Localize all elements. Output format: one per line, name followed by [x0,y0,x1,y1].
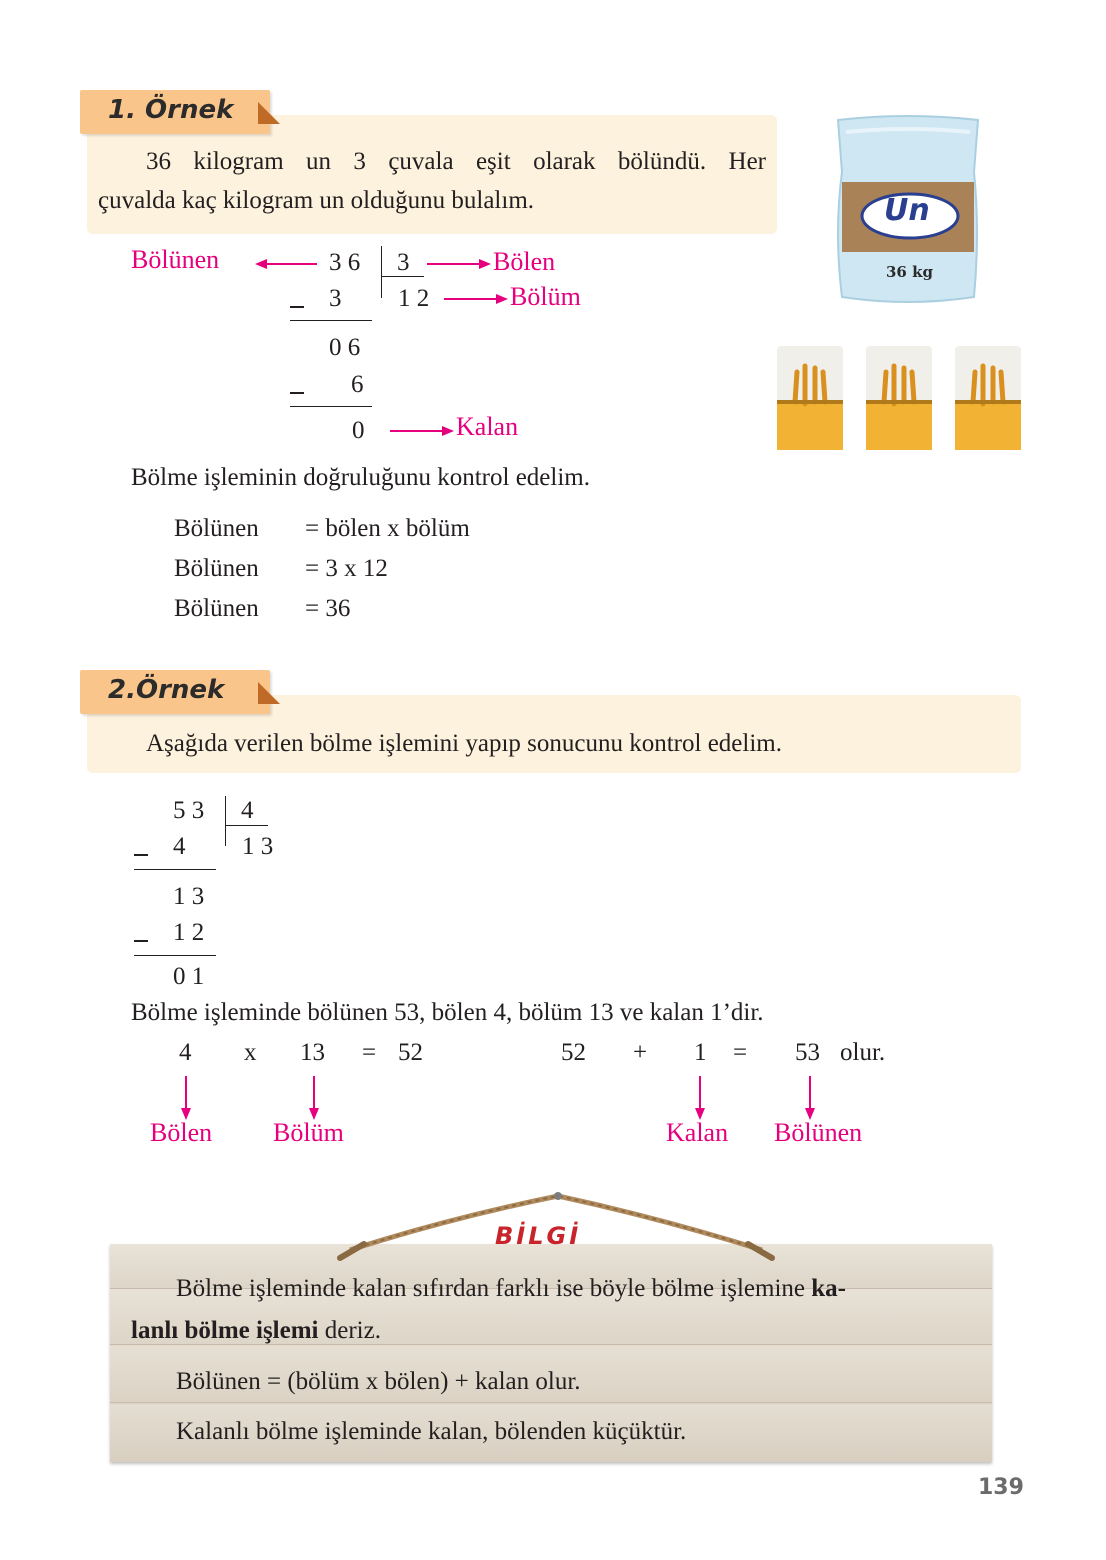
example1-problem-line2: çuvalda kaç kilogram un olduğunu bulalım. [98,187,535,214]
arrow-left-icon [255,257,319,271]
info-p2: Bölünen = (bölüm x bölen) + kalan olur. [176,1368,581,1395]
div2-sub2: 1 2 [173,919,205,946]
div1-partial: 0 6 [329,334,361,361]
example2-tab [80,670,270,714]
eq-b: 13 [300,1039,325,1066]
info-p1-bold2: lanlı bölme işlemi [131,1317,319,1344]
div2-quotient: 1 3 [242,833,274,860]
div2-divisor: 4 [241,797,254,824]
flour-package-icon [953,342,1023,454]
arrow-label-quotient: Bölüm [273,1118,344,1147]
eq-f: 53 [795,1039,820,1066]
div2-sub1: 4 [173,833,186,860]
div1-quotient: 1 2 [398,285,430,312]
eq-eq2: = [733,1039,748,1066]
arrow-right-icon [425,257,491,271]
arrow-down-icon [307,1076,321,1120]
example1-title: 1. Örnek [108,95,234,125]
check-row-1-right: = bölen x bölüm [305,515,470,542]
div1-divisor: 3 [397,249,410,276]
info-title: BİLGİ [495,1222,582,1250]
flour-package-icon [864,342,934,454]
label-quotient: Bölüm [510,282,581,311]
eq-tail: olur. [840,1039,886,1066]
div2-dividend: 5 3 [173,797,205,824]
arrow-down-icon [693,1076,707,1120]
div1-remainder: 0 [352,417,365,444]
eq-a: 4 [179,1039,192,1066]
arrow-down-icon [179,1076,193,1120]
div2-remainder: 0 1 [173,963,205,990]
flour-package-icon [775,342,845,454]
info-p1-start: Bölme işleminde kalan sıfırdan farklı ise böyle bölme işlemine [176,1275,812,1302]
example1-problem-line1: 36 kilogram un 3 çuvala eşit olarak bölündü. Her [146,148,766,175]
info-p1-line2 [131,1316,381,1346]
example2-title: 2.Örnek [108,675,225,705]
info-p1-line1 [176,1274,846,1304]
label-remainder: Kalan [456,412,519,441]
info-p3: Kalanlı bölme işleminde kalan, bölenden küçüktür. [176,1418,687,1445]
eq-eq1: = [362,1039,377,1066]
arrow-right-icon [388,424,454,438]
check-row-3-left: Bölünen [174,595,259,622]
div1-sub2: 6 [351,371,364,398]
info-p1-end: deriz. [318,1317,381,1344]
eq-d: 52 [561,1039,586,1066]
label-divisor: Bölen [493,247,556,276]
example2-summary: Bölme işleminde bölünen 53, bölen 4, bölüm 13 ve kalan 1’dir. [131,999,764,1026]
eq-plus: + [633,1039,648,1066]
arrow-down-icon [803,1076,817,1120]
check-row-2-left: Bölünen [174,555,259,582]
eq-e: 1 [694,1039,707,1066]
arrow-label-divisor: Bölen [150,1118,213,1147]
example2-problem: Aşağıda verilen bölme işlemini yapıp sonucunu kontrol edelim. [146,730,782,757]
eq-c: 52 [398,1039,423,1066]
bag-brand: Un [884,193,930,228]
check-row-2-right: = 3 x 12 [305,555,388,582]
arrow-right-icon [442,292,508,306]
div2-partial: 1 3 [173,883,205,910]
page-number: 139 [978,1475,1024,1500]
arrow-label-dividend: Bölünen [774,1118,863,1147]
div1-dividend: 3 6 [329,249,361,276]
check-row-1-left: Bölünen [174,515,259,542]
div1-sub1: 3 [329,285,342,312]
check-row-3-right: = 36 [305,595,351,622]
example1-tab [80,90,270,134]
bag-weight: 36 kg [886,263,933,281]
eq-times: x [244,1039,257,1066]
arrow-label-remainder: Kalan [666,1118,729,1147]
label-dividend: Bölünen [131,245,220,274]
check-intro: Bölme işleminin doğruluğunu kontrol edelim. [131,464,590,491]
info-p1-bold1: ka- [811,1275,847,1302]
